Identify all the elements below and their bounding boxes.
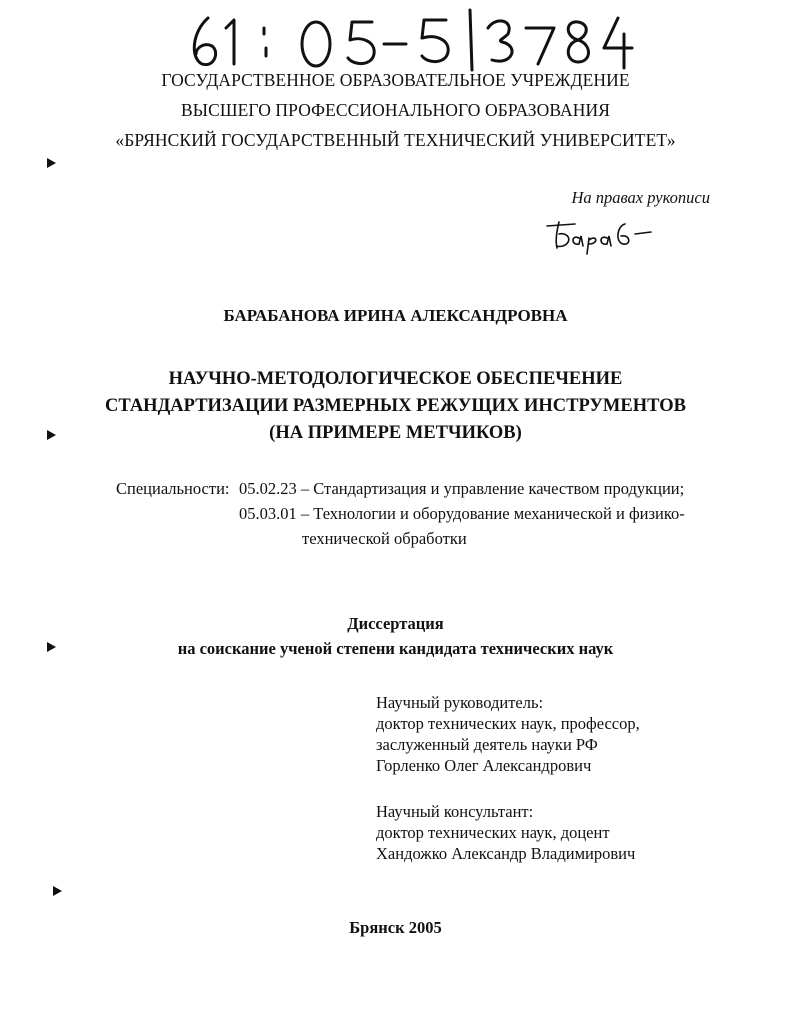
specialty-second: 05.03.01 – Технологии и оборудование механической и физико- [239,504,685,523]
consultant-name: Хандожко Александр Владимирович [376,844,636,863]
specialty-second-continuation: технической обработки [302,529,467,548]
degree-statement: на соискание ученой степени кандидата технических наук [177,639,614,658]
signature [545,212,655,256]
consultant-block [376,801,635,864]
title-line-2: СТАНДАРТИЗАЦИИ РАЗМЕРНЫХ РЕЖУЩИХ ИНСТРУМЕНТОВ [105,396,686,416]
consultant-degree: доктор технических наук, доцент [376,823,610,842]
specialty-first: 05.02.23 – Стандартизация и управление качеством продукции; [239,479,685,498]
supervisor-name: Горленко Олег Александрович [376,756,592,775]
institution-line-1: ГОСУДАРСТВЕННОЕ ОБРАЗОВАТЕЛЬНОЕ УЧРЕЖДЕНИЕ [161,70,630,90]
margin-mark-icon [50,884,64,898]
title-line-3: (НА ПРИМЕРЕ МЕТЧИКОВ) [269,423,522,443]
city-year: Брянск 2005 [349,918,442,937]
supervisor-degree: доктор технических наук, профессор, [376,714,640,733]
supervisor-honor: заслуженный деятель науки РФ [376,735,598,754]
specialties-label: Специальности: [116,479,230,498]
consultant-role: Научный консультант: [376,802,534,821]
title-line-1: НАУЧНО-МЕТОДОЛОГИЧЕСКОЕ ОБЕСПЕЧЕНИЕ [168,369,623,389]
supervisor-role: Научный руководитель: [376,693,544,712]
institution-line-3: «БРЯНСКИЙ ГОСУДАРСТВЕННЫЙ ТЕХНИЧЕСКИЙ УНИВЕРСИТЕТ» [115,130,676,150]
margin-mark-icon [44,156,58,170]
manuscript-rights: На правах рукописи [571,188,710,207]
dissertation-title [0,366,791,447]
supervisor-block [376,692,640,776]
institution-line-2: ВЫСШЕГО ПРОФЕССИОНАЛЬНОГО ОБРАЗОВАНИЯ [180,100,611,120]
dissertation-label: Диссертация [347,614,444,633]
archive-stamp-handwriting [186,6,666,76]
author-name: БАРАБАНОВА ИРИНА АЛЕКСАНДРОВНА [223,306,568,325]
